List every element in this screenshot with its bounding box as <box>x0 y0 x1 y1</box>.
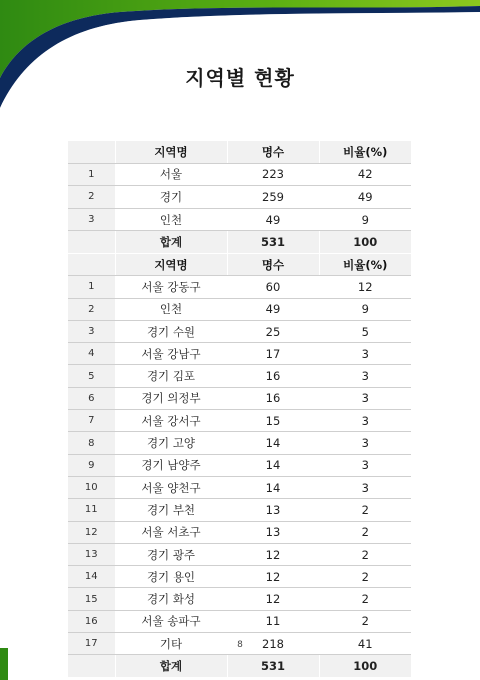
ratio: 2 <box>319 543 411 565</box>
ratio: 2 <box>319 499 411 521</box>
table-row <box>68 186 411 209</box>
region-name: 경기 부천 <box>115 499 227 521</box>
count: 218 <box>227 633 319 655</box>
region-detail-table <box>68 254 411 677</box>
ratio: 3 <box>319 343 411 365</box>
ratio: 3 <box>319 410 411 432</box>
table-row <box>68 276 411 298</box>
total-label: 합계 <box>115 655 227 677</box>
table-row <box>68 387 411 409</box>
total-ratio: 100 <box>319 231 411 253</box>
region-name: 경기 김포 <box>115 365 227 387</box>
region-name: 경기 용인 <box>115 566 227 588</box>
row-number: 14 <box>68 566 115 588</box>
count: 259 <box>227 186 319 209</box>
row-number: 17 <box>68 633 115 655</box>
ratio: 42 <box>319 163 411 186</box>
table-row <box>68 521 411 543</box>
row-number: 7 <box>68 410 115 432</box>
count: 12 <box>227 588 319 610</box>
region-name: 서울 양천구 <box>115 476 227 498</box>
count: 60 <box>227 276 319 298</box>
count: 15 <box>227 410 319 432</box>
region-name: 경기 의정부 <box>115 387 227 409</box>
table-row <box>68 365 411 387</box>
row-number: 13 <box>68 543 115 565</box>
count: 49 <box>227 208 319 231</box>
region-name: 서울 서초구 <box>115 521 227 543</box>
header-region: 지역명 <box>115 141 227 163</box>
table-body <box>68 276 411 677</box>
table-row <box>68 610 411 632</box>
row-number: 2 <box>68 298 115 320</box>
table-body <box>68 163 411 253</box>
region-name: 경기 화성 <box>115 588 227 610</box>
ratio: 3 <box>319 432 411 454</box>
header-no <box>68 254 115 276</box>
table-row <box>68 476 411 498</box>
ratio: 9 <box>319 298 411 320</box>
count: 12 <box>227 543 319 565</box>
region-name: 서울 강남구 <box>115 343 227 365</box>
page-number: 8 <box>237 640 243 650</box>
row-number: 4 <box>68 343 115 365</box>
table-row <box>68 298 411 320</box>
ratio: 3 <box>319 454 411 476</box>
count: 11 <box>227 610 319 632</box>
region-summary-table <box>68 141 411 253</box>
region-name: 서울 송파구 <box>115 610 227 632</box>
table-row <box>68 208 411 231</box>
header-count: 명수 <box>227 141 319 163</box>
count: 12 <box>227 566 319 588</box>
table-row <box>68 454 411 476</box>
table-total-row <box>68 231 411 253</box>
table-row <box>68 320 411 342</box>
region-name: 인천 <box>115 298 227 320</box>
table-header-row <box>68 254 411 276</box>
ratio: 49 <box>319 186 411 209</box>
row-number: 10 <box>68 476 115 498</box>
count: 223 <box>227 163 319 186</box>
ratio: 3 <box>319 476 411 498</box>
row-number: 2 <box>68 186 115 209</box>
ratio: 12 <box>319 276 411 298</box>
row-number: 5 <box>68 365 115 387</box>
row-number: 1 <box>68 276 115 298</box>
table-row <box>68 163 411 186</box>
count: 13 <box>227 521 319 543</box>
row-number: 8 <box>68 432 115 454</box>
page-title: 지역별 현황 <box>185 66 295 90</box>
region-name: 서울 강서구 <box>115 410 227 432</box>
region-name: 경기 고양 <box>115 432 227 454</box>
header-ratio: 비율(%) <box>319 141 411 163</box>
ratio: 2 <box>319 610 411 632</box>
header-no <box>68 141 115 163</box>
total-count: 531 <box>227 655 319 677</box>
count: 16 <box>227 387 319 409</box>
row-number: 15 <box>68 588 115 610</box>
header-region: 지역명 <box>115 254 227 276</box>
region-name: 기타 <box>115 633 227 655</box>
ratio: 9 <box>319 208 411 231</box>
ratio: 3 <box>319 387 411 409</box>
row-number: 9 <box>68 454 115 476</box>
header-count: 명수 <box>227 254 319 276</box>
total-blank <box>68 231 115 253</box>
ratio: 5 <box>319 320 411 342</box>
total-label: 합계 <box>115 231 227 253</box>
total-ratio: 100 <box>319 655 411 677</box>
ratio: 2 <box>319 521 411 543</box>
table-total-row <box>68 655 411 677</box>
region-name: 경기 <box>115 186 227 209</box>
count: 25 <box>227 320 319 342</box>
count: 49 <box>227 298 319 320</box>
ratio: 2 <box>319 566 411 588</box>
table-row <box>68 410 411 432</box>
footer-accent-bar <box>0 648 8 680</box>
region-name: 서울 강동구 <box>115 276 227 298</box>
table-row <box>68 588 411 610</box>
ratio: 2 <box>319 588 411 610</box>
region-name: 경기 광주 <box>115 543 227 565</box>
row-number: 3 <box>68 208 115 231</box>
header-swoosh-decoration <box>0 0 480 110</box>
row-number: 11 <box>68 499 115 521</box>
table-header-row <box>68 141 411 163</box>
region-name: 경기 남양주 <box>115 454 227 476</box>
table-row <box>68 343 411 365</box>
table-row <box>68 543 411 565</box>
count: 14 <box>227 476 319 498</box>
row-number: 6 <box>68 387 115 409</box>
table-row <box>68 432 411 454</box>
region-name: 경기 수원 <box>115 320 227 342</box>
total-blank <box>68 655 115 677</box>
count: 14 <box>227 454 319 476</box>
row-number: 12 <box>68 521 115 543</box>
count: 16 <box>227 365 319 387</box>
table-row <box>68 566 411 588</box>
region-name: 서울 <box>115 163 227 186</box>
ratio: 41 <box>319 633 411 655</box>
region-name: 인천 <box>115 208 227 231</box>
row-number: 1 <box>68 163 115 186</box>
table-row <box>68 499 411 521</box>
count: 13 <box>227 499 319 521</box>
count: 14 <box>227 432 319 454</box>
header-ratio: 비율(%) <box>319 254 411 276</box>
row-number: 16 <box>68 610 115 632</box>
row-number: 3 <box>68 320 115 342</box>
total-count: 531 <box>227 231 319 253</box>
count: 17 <box>227 343 319 365</box>
ratio: 3 <box>319 365 411 387</box>
